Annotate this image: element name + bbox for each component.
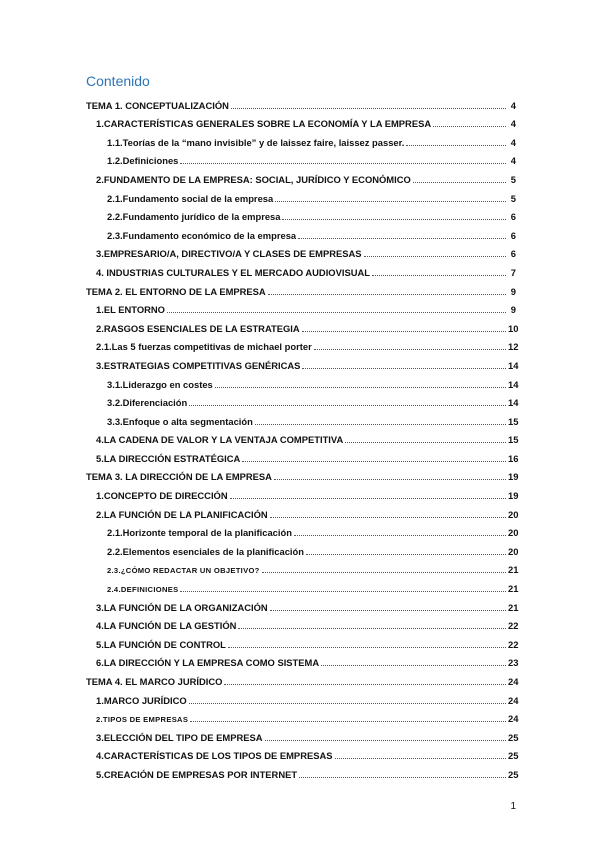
- toc-entry-title: 4.LA CADENA DE VALOR Y LA VENTAJA COMPETITIVA: [96, 434, 344, 446]
- toc-entry-page: 19: [508, 471, 519, 483]
- toc-entry[interactable]: [86, 650, 519, 669]
- toc-entry-title: 2.2.Fundamento jurídico de la empresa: [107, 211, 281, 223]
- toc-entry[interactable]: [86, 148, 516, 167]
- toc-entry-page: 14: [508, 378, 519, 390]
- toc-entry-title: 2.FUNDAMENTO DE LA EMPRESA: SOCIAL, JURÍDICO Y ECONÓMICO: [96, 173, 411, 185]
- toc-entry[interactable]: [86, 259, 516, 278]
- toc-entry[interactable]: [86, 408, 519, 427]
- toc-entry[interactable]: [86, 761, 519, 780]
- toc-dot-leader: [298, 237, 506, 239]
- toc-dot-leader: [274, 478, 506, 480]
- toc-entry-title: 3.ELECCIÓN DEL TIPO DE EMPRESA: [96, 731, 263, 743]
- toc-dot-leader: [230, 497, 506, 499]
- toc-dot-leader: [228, 646, 506, 648]
- toc-dot-leader: [255, 423, 506, 425]
- toc-entry[interactable]: [86, 111, 516, 130]
- toc-entry-page: 25: [508, 750, 519, 762]
- toc-entry-page: 20: [508, 545, 519, 557]
- toc-entry-title: 3.3.Enfoque o alta segmentación: [107, 415, 253, 427]
- toc-entry[interactable]: [86, 594, 519, 613]
- toc-entry-title: 5.LA FUNCIÓN DE CONTROL: [96, 638, 226, 650]
- toc-dot-leader: [299, 776, 506, 778]
- toc-entry-title: 2.1.Las 5 fuerzas competitivas de michael porter: [96, 341, 312, 353]
- toc-entry-page: 22: [508, 620, 519, 632]
- toc-entry-page: 25: [508, 731, 519, 743]
- toc-dot-leader: [372, 274, 506, 276]
- toc-entry-page: 12: [508, 341, 519, 353]
- toc-entry-title: 2.3.¿CÓMO REDACTAR UN OBJETIVO?: [107, 566, 260, 576]
- toc-entry-title: 2.1.Fundamento social de la empresa: [107, 192, 274, 204]
- toc-entry[interactable]: [86, 482, 519, 502]
- toc-dot-leader: [345, 441, 506, 443]
- toc-entry-page: 4: [510, 155, 516, 167]
- toc-entry-page: 20: [508, 527, 519, 539]
- toc-dot-leader: [270, 609, 506, 611]
- toc-entry-page: 4: [510, 136, 516, 148]
- toc-entry-page: 16: [508, 452, 519, 464]
- toc-entry-page: 14: [508, 397, 519, 409]
- toc-dot-leader: [335, 757, 507, 759]
- toc-dot-leader: [314, 348, 506, 350]
- toc-entry-title: 2.3.Fundamento económico de la empresa: [107, 229, 297, 241]
- toc-dot-leader: [294, 534, 506, 536]
- toc-entry-page: 25: [508, 768, 519, 780]
- toc-entry[interactable]: [86, 315, 519, 334]
- toc-entry[interactable]: [86, 575, 519, 595]
- toc-entry-title: 2.TIPOS DE EMPRESAS: [96, 715, 189, 725]
- toc-dot-leader: [406, 144, 506, 146]
- toc-entry[interactable]: [86, 352, 519, 371]
- toc-entry-page: 21: [508, 583, 519, 595]
- toc-entry[interactable]: [86, 222, 516, 241]
- toc-dot-leader: [190, 720, 506, 722]
- toc-entry-title: 2.4.DEFINICIONES: [107, 585, 179, 595]
- toc-entry-title: 5.LA DIRECCIÓN ESTRATÉGICA: [96, 452, 241, 464]
- toc-entry-title: 2.1.Horizonte temporal de la planificación: [107, 527, 292, 539]
- toc-entry-page: 24: [508, 713, 519, 725]
- toc-entry[interactable]: [86, 334, 519, 353]
- toc-entry-title: 3.ESTRATEGIAS COMPETITIVAS GENÉRICAS: [96, 359, 301, 371]
- toc-entry-page: 9: [510, 304, 516, 316]
- toc-entry-title: 1.MARCO JURÍDICO: [96, 694, 187, 706]
- toc-entry-page: 4: [510, 99, 516, 111]
- toc-entry[interactable]: [86, 743, 519, 762]
- page-number: 1: [510, 801, 516, 812]
- toc-entry-page: 15: [508, 415, 519, 427]
- toc-entry-title: 2.RASGOS ESENCIALES DE LA ESTRATEGIA: [96, 322, 300, 334]
- toc-entry[interactable]: [86, 371, 519, 390]
- toc-dot-leader: [189, 702, 506, 704]
- toc-entry-title: 1.CONCEPTO DE DIRECCIÓN: [96, 490, 228, 502]
- toc-entry-page: 14: [508, 359, 519, 371]
- toc-entry-page: 19: [508, 490, 519, 502]
- toc-entry[interactable]: [86, 278, 516, 297]
- toc-dot-leader: [302, 330, 506, 332]
- toc-entry-page: 7: [510, 266, 516, 278]
- toc-entry[interactable]: [86, 501, 519, 520]
- toc-entry-title: TEMA 2. EL ENTORNO DE LA EMPRESA: [86, 285, 266, 297]
- toc-entry-page: 6: [510, 211, 516, 223]
- toc-dot-leader: [215, 386, 506, 388]
- toc-entry[interactable]: [86, 185, 516, 204]
- toc-entry-page: 5: [510, 173, 516, 185]
- toc-entry-title: 1.2.Definiciones: [107, 155, 179, 167]
- toc-entry-page: 10: [508, 322, 519, 334]
- toc-entry[interactable]: [86, 724, 519, 743]
- toc-dot-leader: [433, 125, 506, 127]
- toc-entry[interactable]: [86, 92, 516, 111]
- toc-entry[interactable]: [86, 520, 519, 539]
- toc-entry-title: 2.2.Elementos esenciales de la planificación: [107, 545, 304, 557]
- toc-entry-title: 1.EL ENTORNO: [96, 304, 165, 316]
- toc-dot-leader: [302, 367, 506, 369]
- toc-entry-title: 3.LA FUNCIÓN DE LA ORGANIZACIÓN: [96, 601, 268, 613]
- toc-entry-page: 24: [508, 694, 519, 706]
- toc-entry[interactable]: [86, 241, 516, 260]
- toc-entry[interactable]: [86, 427, 519, 446]
- toc-entry[interactable]: [86, 706, 519, 725]
- toc-dot-leader: [321, 664, 506, 666]
- toc-dot-leader: [231, 107, 506, 109]
- toc-entry-title: 1.CARACTERÍSTICAS GENERALES SOBRE LA ECONOMÍA Y LA EMPRESA: [96, 118, 432, 130]
- toc-entry[interactable]: [86, 204, 516, 223]
- toc-dot-leader: [282, 218, 506, 220]
- toc-entry-title: 5.CREACIÓN DE EMPRESAS POR INTERNET: [96, 768, 298, 780]
- toc-dot-leader: [306, 553, 506, 555]
- toc-heading: Contenido: [86, 73, 150, 89]
- toc-entry[interactable]: [86, 613, 519, 632]
- toc-entry-title: 1.1.Teorías de la “mano invisible” y de laissez faire, laissez passer.: [107, 136, 405, 148]
- toc-entry-page: 6: [510, 248, 516, 260]
- toc-dot-leader: [265, 739, 506, 741]
- toc-entry-title: 3.1.Liderazgo en costes: [107, 378, 213, 390]
- toc-entry-page: 4: [510, 118, 516, 130]
- toc-entry-page: 5: [510, 192, 516, 204]
- toc-entry[interactable]: [86, 687, 519, 706]
- toc-entry-title: TEMA 1. CONCEPTUALIZACIÓN: [86, 99, 229, 111]
- toc-dot-leader: [262, 571, 506, 573]
- toc-dot-leader: [270, 516, 506, 518]
- toc-entry-page: 22: [508, 638, 519, 650]
- toc-entry[interactable]: [86, 538, 519, 557]
- toc-entry-page: 21: [508, 564, 519, 576]
- toc-dot-leader: [364, 255, 506, 257]
- toc-entry[interactable]: [86, 464, 519, 483]
- toc-entry-page: 15: [508, 434, 519, 446]
- toc-entry-title: 4.LA FUNCIÓN DE LA GESTIÓN: [96, 620, 237, 632]
- toc-entry-title: 4.CARACTERÍSTICAS DE LOS TIPOS DE EMPRESAS: [96, 750, 333, 762]
- table-of-contents: [86, 92, 519, 780]
- toc-entry-title: 6.LA DIRECCIÓN Y LA EMPRESA COMO SISTEMA: [96, 657, 320, 669]
- toc-dot-leader: [167, 311, 506, 313]
- toc-dot-leader: [180, 590, 506, 592]
- toc-dot-leader: [242, 460, 506, 462]
- toc-entry-page: 20: [508, 508, 519, 520]
- toc-dot-leader: [224, 683, 506, 685]
- toc-entry-page: 23: [508, 657, 519, 669]
- toc-entry[interactable]: [86, 129, 516, 148]
- toc-entry[interactable]: [86, 557, 519, 576]
- toc-entry-page: 21: [508, 601, 519, 613]
- toc-entry[interactable]: [86, 668, 519, 687]
- toc-dot-leader: [275, 200, 506, 202]
- toc-entry[interactable]: [86, 166, 516, 185]
- toc-entry-page: 6: [510, 229, 516, 241]
- toc-entry-page: 24: [508, 676, 519, 687]
- toc-dot-leader: [238, 627, 506, 629]
- toc-entry-title: TEMA 3. LA DIRECCIÓN DE LA EMPRESA: [86, 471, 272, 483]
- toc-dot-leader: [189, 404, 506, 406]
- toc-entry-page: 9: [510, 285, 516, 297]
- toc-entry-title: 2.LA FUNCIÓN DE LA PLANIFICACIÓN: [96, 508, 268, 520]
- toc-entry-title: 3.2.Diferenciación: [107, 397, 188, 409]
- toc-entry[interactable]: [86, 631, 519, 650]
- toc-dot-leader: [180, 162, 506, 164]
- toc-entry[interactable]: [86, 390, 519, 409]
- toc-entry-title: TEMA 4. EL MARCO JURÍDICO: [86, 676, 223, 687]
- toc-dot-leader: [268, 293, 506, 295]
- toc-entry[interactable]: [86, 297, 516, 316]
- toc-entry-title: 4. INDUSTRIAS CULTURALES Y EL MERCADO AUDIOVISUAL: [96, 266, 370, 278]
- toc-dot-leader: [413, 181, 506, 183]
- toc-entry[interactable]: [86, 445, 519, 464]
- toc-entry-title: 3.EMPRESARIO/A, DIRECTIVO/A Y CLASES DE EMPRESAS: [96, 248, 362, 260]
